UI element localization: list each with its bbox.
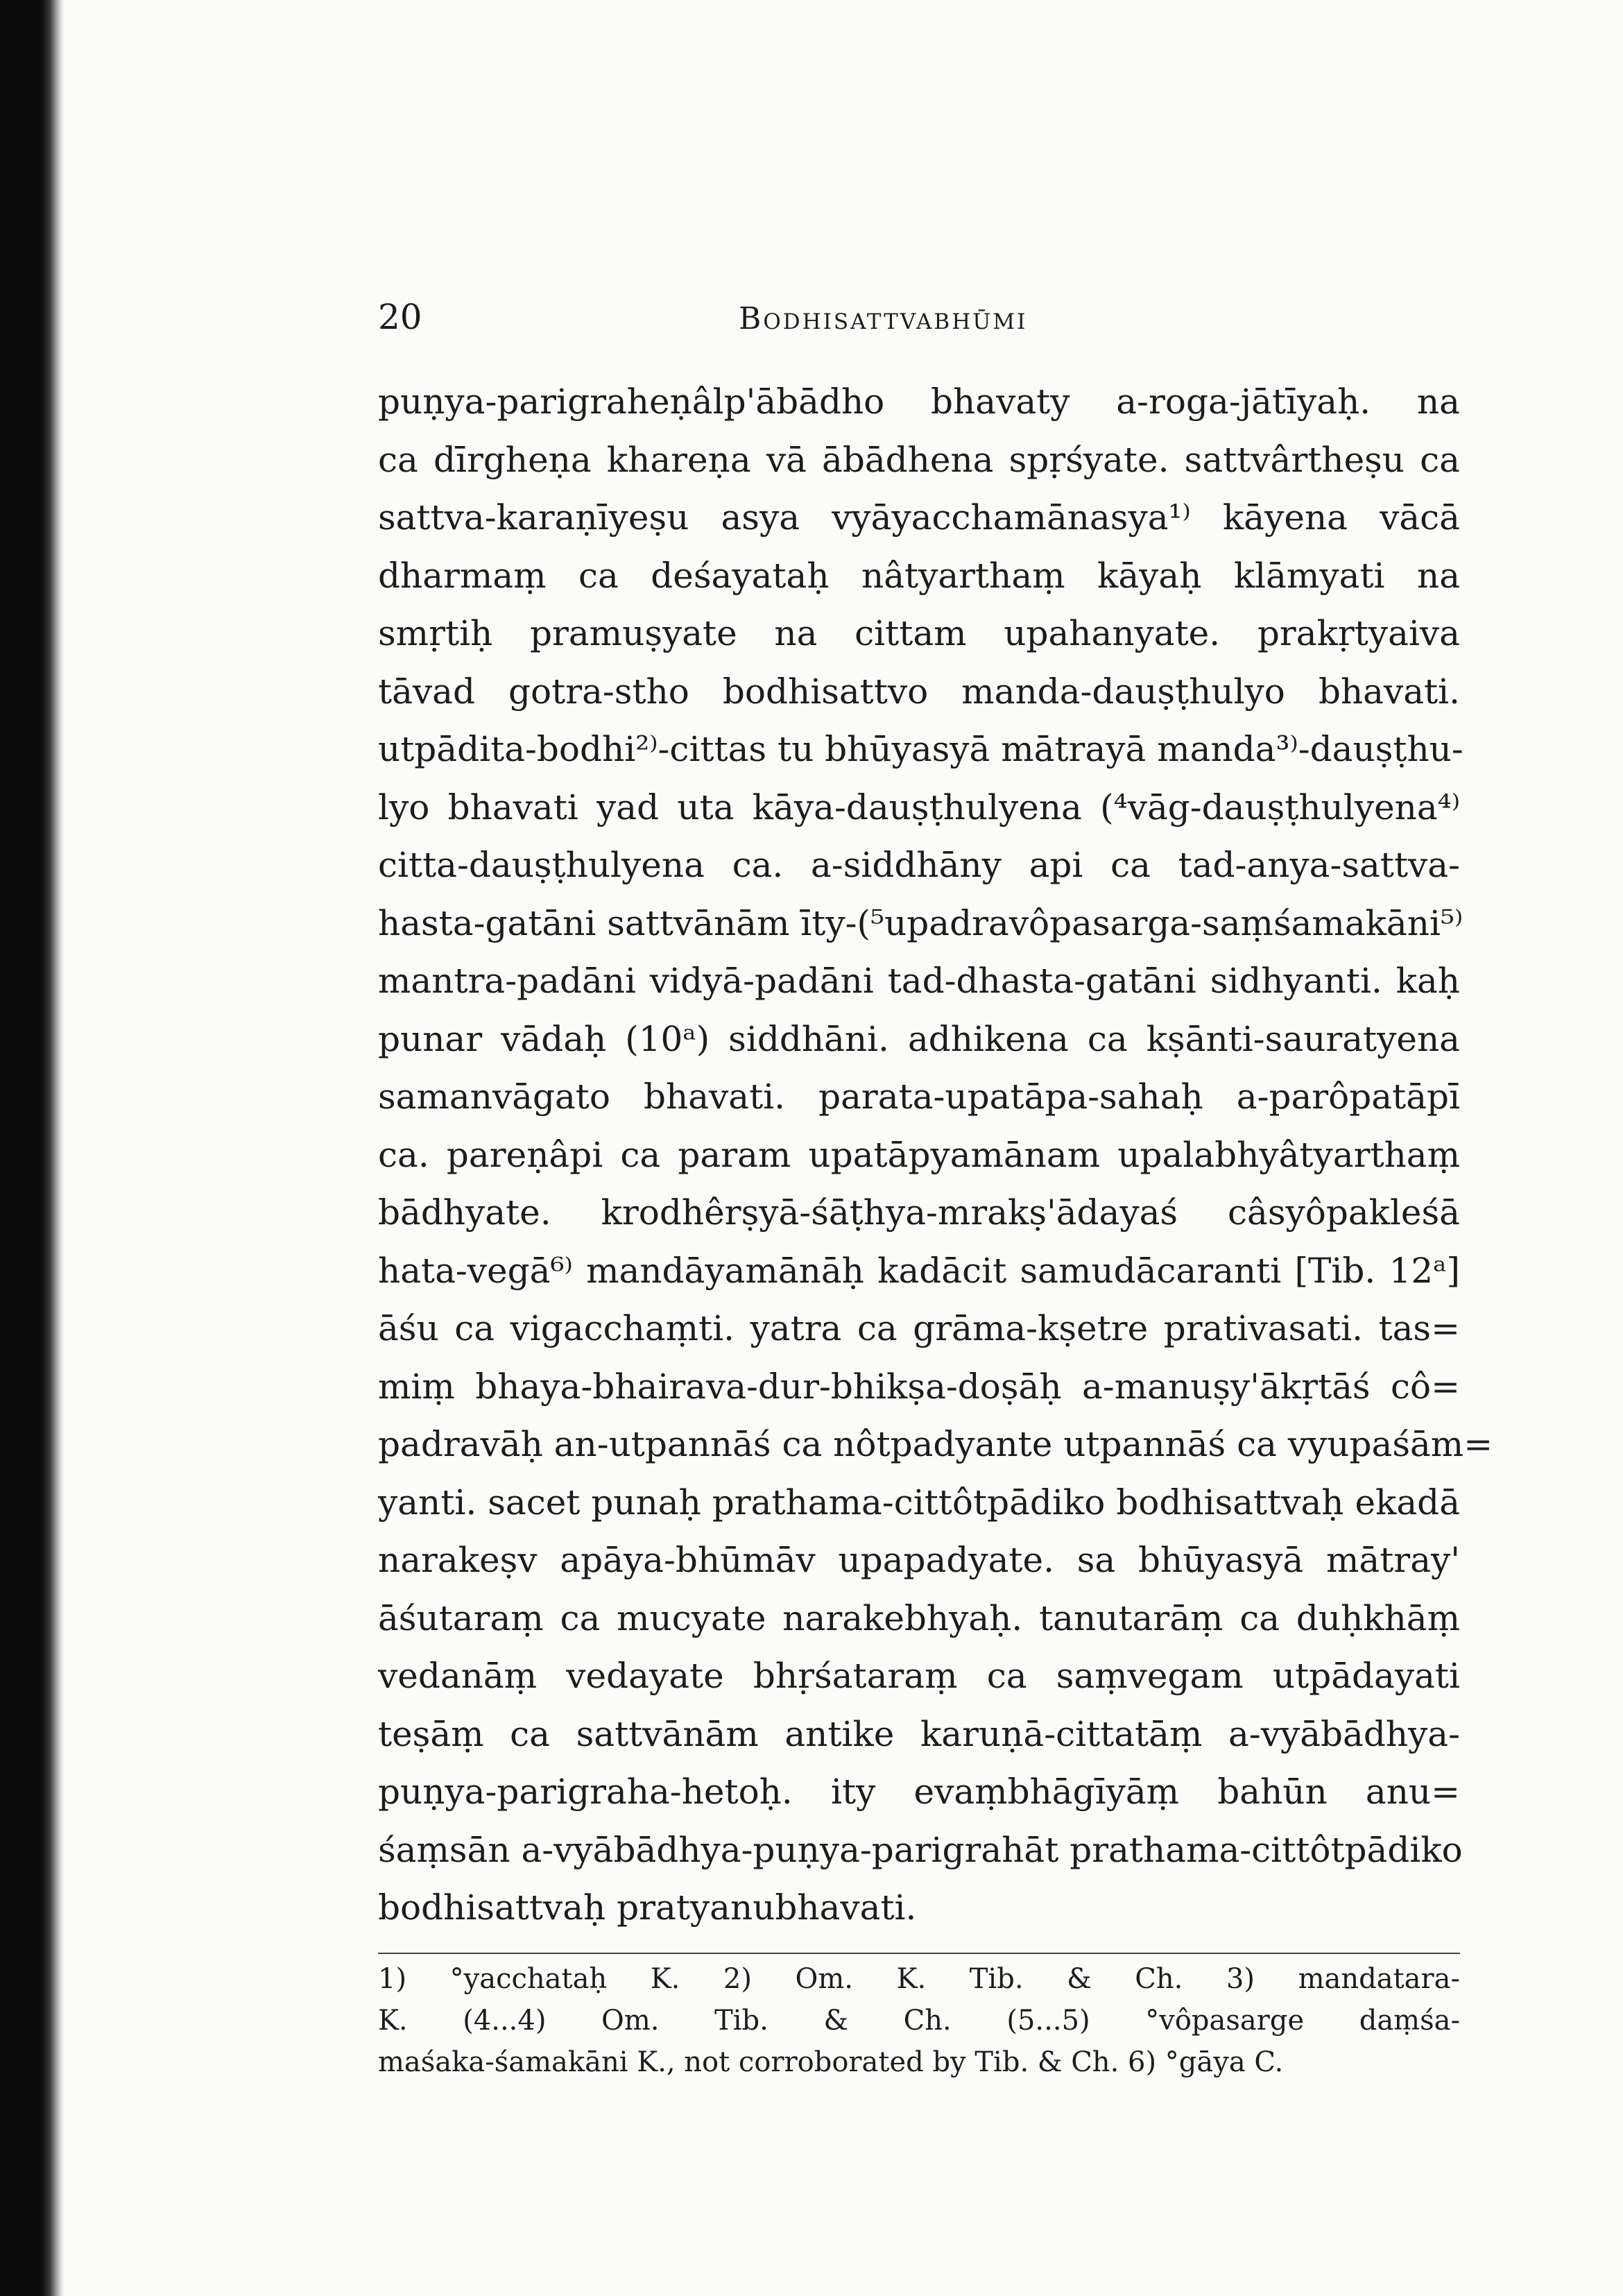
text-line: āśutaraṃ ca mucyate narakebhyaḥ. tanutarāṃ ca duḥkhāṃ bbox=[378, 1597, 1460, 1638]
binding-edge-shadow bbox=[0, 0, 64, 2296]
text-line: hasta-gatāni sattvānām īty-(⁵upadravôpasarga-saṃśamakāni⁵⁾ bbox=[378, 902, 1463, 943]
text-line: hata-vegā⁶⁾ mandāyamānāḥ kadācit samudācaranti [Tib. 12ᵃ] bbox=[378, 1250, 1460, 1291]
text-line: lyo bhavati yad uta kāya-dauṣṭhulyena (⁴vāg-dauṣṭhulyena⁴⁾ bbox=[378, 787, 1460, 828]
text-line: tāvad gotra-stho bodhisattvo manda-dauṣṭhulyo bhavati. bbox=[378, 671, 1460, 712]
text-line: bādhyate. krodhêrṣyā-śāṭhya-mrakṣ'ādayaś câsyôpakleśā bbox=[378, 1192, 1460, 1233]
text-line: śaṃsān a-vyābādhya-puṇya-parigrahāt prathama-cittôtpādiko bbox=[378, 1829, 1463, 1870]
text-line: samanvāgato bhavati. parata-upatāpa-sahaḥ a-parôpatāpī bbox=[378, 1077, 1460, 1117]
text-line: utpādita-bodhi²⁾-cittas tu bhūyasyā mātrayā manda³⁾-dauṣṭhu- bbox=[378, 729, 1463, 769]
text-line: mantra-padāni vidyā-padāni tad-dhasta-gatāni sidhyanti. kaḥ bbox=[378, 961, 1460, 1001]
text-line: sattva-karaṇīyeṣu asya vyāyacchamānasya¹⁾ kāyena vācā bbox=[378, 497, 1460, 538]
book-page bbox=[378, 297, 1493, 2083]
text-line: citta-dauṣṭhulyena ca. a-siddhāny api ca tad-anya-sattva- bbox=[378, 845, 1460, 885]
footnote-divider bbox=[378, 1953, 1460, 1954]
text-line: miṃ bhaya-bhairava-dur-bhikṣa-doṣāḥ a-manuṣy'ākṛtāś cô= bbox=[378, 1366, 1460, 1407]
body-text bbox=[378, 373, 1493, 1937]
text-line: vedanāṃ vedayate bhṛśataraṃ ca saṃvegam utpādayati bbox=[378, 1656, 1460, 1696]
text-line: teṣāṃ ca sattvānām antike karuṇā-cittatāṃ a-vyābādhya- bbox=[378, 1713, 1460, 1754]
text-line: ca. pareṇâpi ca param upatāpyamānam upalabhyâtyarthaṃ bbox=[378, 1134, 1460, 1175]
text-line: punar vādaḥ (10ᵃ) siddhāni. adhikena ca kṣānti-sauratyena bbox=[378, 1018, 1460, 1059]
footnote-line: 1) °yacchataḥ K. 2) Om. K. Tib. & Ch. 3) mandatara- bbox=[378, 1962, 1460, 1995]
text-line: āśu ca vigacchaṃti. yatra ca grāma-kṣetre prativasati. tas= bbox=[378, 1308, 1460, 1348]
text-line: padravāḥ an-utpannāś ca nôtpadyante utpannāś ca vyupaśām= bbox=[378, 1424, 1493, 1464]
page-header bbox=[378, 297, 1460, 373]
footnote-line: maśaka-śamakāni K., not corroborated by Tib. & Ch. 6) °gāya C. bbox=[378, 2046, 1284, 2078]
footnote-line: K. (4...4) Om. Tib. & Ch. (5...5) °vôpasarge daṃśa- bbox=[378, 2004, 1460, 2037]
footnotes bbox=[378, 1958, 1460, 2083]
page-number: 20 bbox=[378, 297, 422, 337]
text-line: narakeṣv apāya-bhūmāv upapadyate. sa bhūyasyā mātray' bbox=[378, 1540, 1460, 1580]
text-line: ca dīrgheṇa khareṇa vā ābādhena spṛśyate. sattvârtheṣu ca bbox=[378, 439, 1460, 480]
text-line: bodhisattvaḥ pratyanubhavati. bbox=[378, 1887, 917, 1928]
text-line: puṇya-parigraheṇâlp'ābādho bhavaty a-roga-jātīyaḥ. na bbox=[378, 382, 1460, 422]
running-head: Bodhisattvabhūmi bbox=[739, 301, 1028, 336]
text-line: yanti. sacet punaḥ prathama-cittôtpādiko bodhisattvaḥ ekadā bbox=[378, 1482, 1460, 1523]
text-line: smṛtiḥ pramuṣyate na cittam upahanyate. prakṛtyaiva bbox=[378, 613, 1460, 653]
text-line: puṇya-parigraha-hetoḥ. ity evaṃbhāgīyāṃ bahūn anu= bbox=[378, 1772, 1460, 1812]
text-line: dharmaṃ ca deśayataḥ nâtyarthaṃ kāyaḥ klāmyati na bbox=[378, 555, 1460, 596]
